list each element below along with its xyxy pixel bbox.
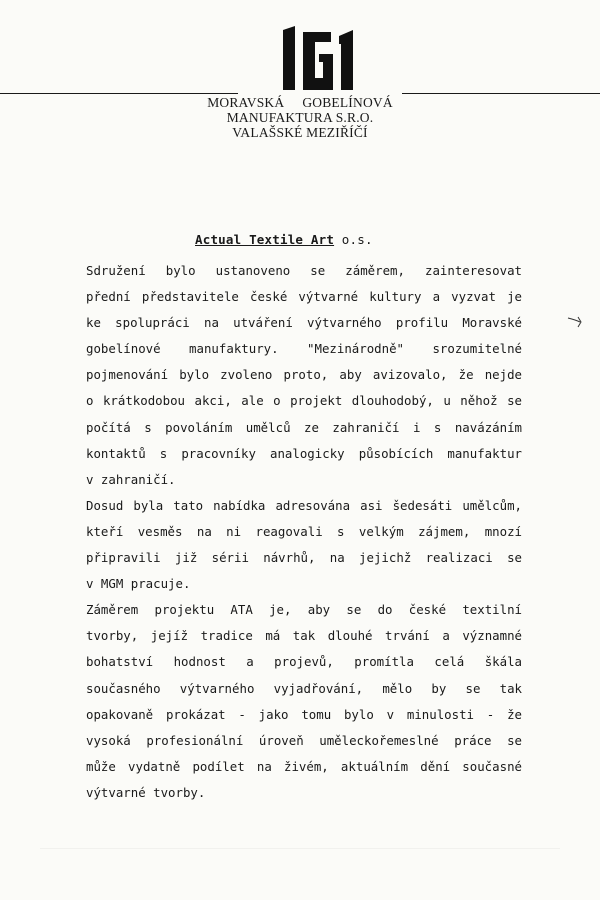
paragraph-line: ke spolupráci na utváření výtvarného profilu Moravské — [86, 315, 522, 331]
paragraph-line: připravili již sérii návrhů, na jejichž realizaci se — [86, 550, 522, 566]
paragraph-line: gobelínové manufaktury. "Mezinárodně" srozumitelné — [86, 341, 522, 357]
paragraph-line: v zahraničí. — [86, 471, 176, 487]
paragraph-line: pojmenování bylo zvoleno proto, aby avizovalo, že nejde — [86, 367, 522, 383]
company-name-part-1: MORAVSKÁ — [207, 95, 285, 110]
heading-suffix: o.s. — [341, 232, 373, 247]
paragraph-line: vysoká profesionální úroveň uměleckořemeslné práce se — [86, 732, 522, 748]
paragraph-line: Záměrem projektu ATA je, aby se do české textilní — [86, 602, 522, 618]
paragraph-line: Dosud byla tato nabídka adresována asi šedesáti umělcům, — [86, 497, 522, 513]
company-line-3: VALAŠSKÉ MEZIŘÍČÍ — [232, 125, 368, 140]
document-heading — [195, 232, 373, 247]
document-body — [86, 258, 522, 806]
handwritten-check-icon — [566, 312, 584, 330]
paragraph-line: o krátkodobou akci, ale o projekt dlouhodobý, u něhož se — [86, 393, 522, 409]
mgm-logo-icon — [277, 26, 365, 96]
company-name-part-2: GOBELÍNOVÁ — [302, 95, 393, 110]
paragraph-line: přední představitele české výtvarné kultury a vyzvat je — [86, 289, 522, 305]
paragraph-line: kontaktů s pracovníky analogicky působících manufaktur — [86, 445, 522, 461]
company-line-1 — [0, 95, 600, 111]
paragraph-line: počítá s povoláním umělců ze zahraničí i s navázáním — [86, 419, 522, 435]
paragraph-line: opakovaně prokázat - jako tomu bylo v minulosti - že — [86, 706, 522, 722]
page-shadow-line — [40, 848, 560, 849]
paragraph-line: může vydatně podílet na živém, aktuálním dění současné — [86, 758, 522, 774]
paragraph-line: bohatství hodnost a projevů, promítla celá škála — [86, 654, 522, 670]
heading-title: Actual Textile Art — [195, 232, 335, 247]
paragraph-line: současného výtvarného vyjadřování, mělo by se tak — [86, 680, 522, 696]
letterhead — [0, 0, 600, 150]
paragraph-line: v MGM pracuje. — [86, 576, 191, 592]
company-line-2: MANUFAKTURA S.R.O. — [226, 110, 374, 125]
header-rule-left — [0, 93, 238, 94]
header-rule-right — [402, 93, 600, 94]
paragraph-line: kteří vesměs na ni reagovali s velkým zájmem, mnozí — [86, 523, 522, 539]
paragraph-line: výtvarné tvorby. — [86, 784, 206, 800]
paragraph-line: Sdružení bylo ustanoveno se záměrem, zainteresovat — [86, 263, 522, 278]
paragraph-line: tvorby, jejíž tradice má tak dlouhé trvání a významné — [86, 628, 522, 644]
